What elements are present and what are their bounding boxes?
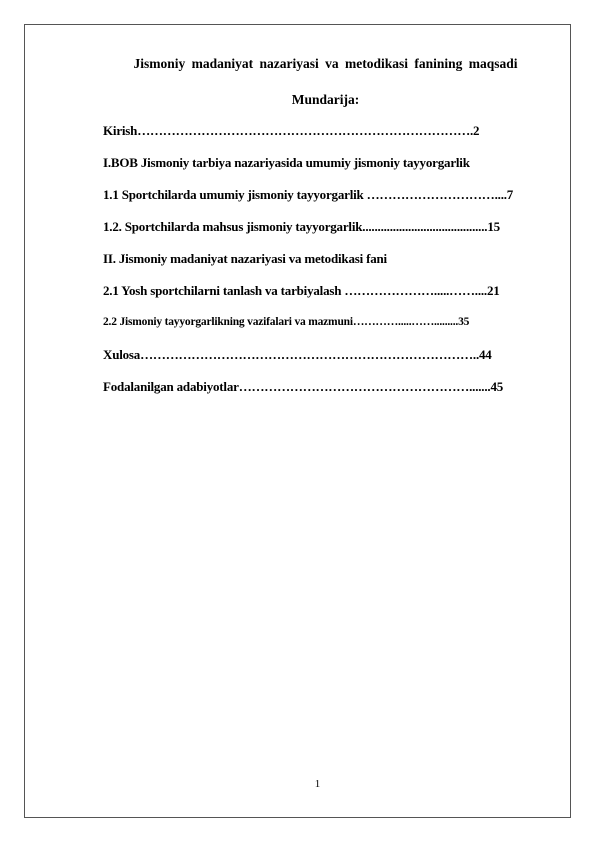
toc-entry-2-1: 2.1 Yosh sportchilarni tanlash va tarbiyalash ………………….....……....21: [103, 283, 500, 298]
toc-entry-2-2: 2.2 Jismoniy tayyorgarlikning vazifalari va mazmuni………….....…….........35: [103, 316, 470, 328]
toc-heading: Mundarija:: [291, 92, 360, 107]
toc-entry-conclusion: Xulosa……………………………………………………………………..44: [103, 347, 492, 362]
page-border: [24, 24, 571, 818]
toc-entry-references: Fodalanilgan adabiyotlar……………………………………………….......45: [103, 379, 504, 394]
document-title: Jismoniy madaniyat nazariyasi va metodikasi fanining maqsadi: [133, 56, 518, 71]
page-number: 1: [314, 778, 321, 790]
toc-entry-1-2: 1.2. Sportchilarda mahsus jismoniy tayyorgarlik.........................................15: [103, 219, 500, 234]
toc-entry-chapter-2: II. Jismoniy madaniyat nazariyasi va metodikasi fani: [103, 251, 387, 266]
toc-entry-introduction: Kirish…………………………………………………………………….2: [103, 123, 480, 138]
toc-entry-1-1: 1.1 Sportchilarda umumiy jismoniy tayyorgarlik …………………………....7: [103, 187, 514, 202]
toc-entry-chapter-1: I.BOB Jismoniy tarbiya nazariyasida umumiy jismoniy tayyorgarlik: [103, 155, 470, 170]
